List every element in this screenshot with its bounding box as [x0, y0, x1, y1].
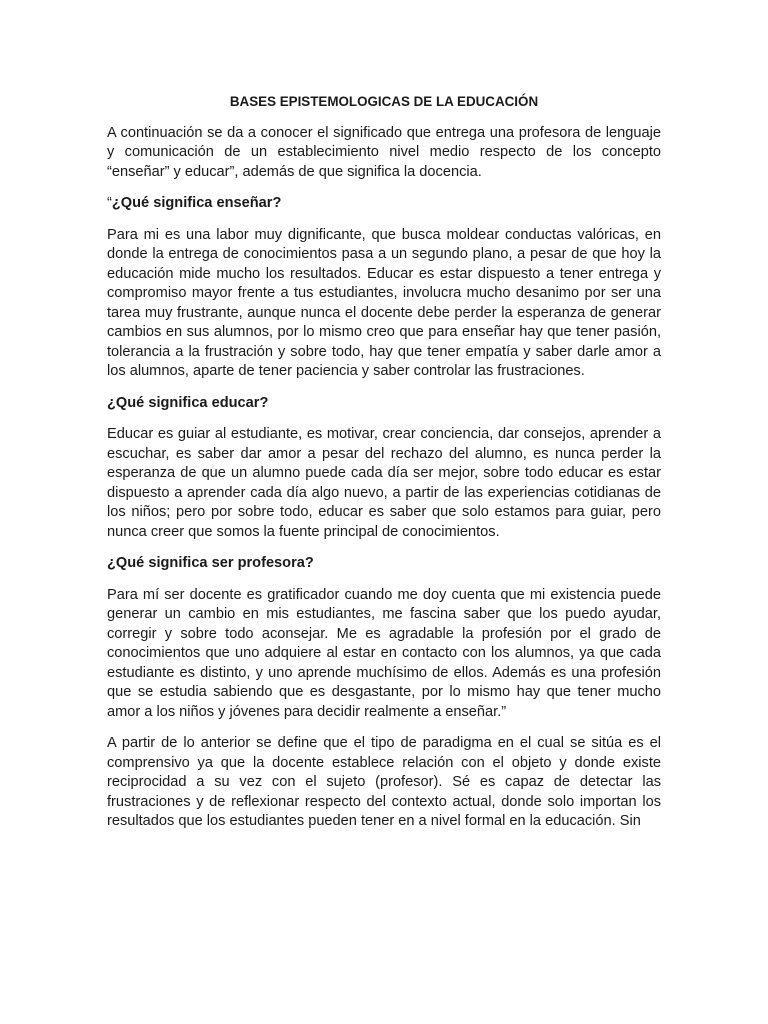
document-title: BASES EPISTEMOLOGICAS DE LA EDUCACIÓN: [229, 94, 539, 109]
opening-quote-mark: “: [107, 195, 112, 211]
conclusion-paragraph: A partir de lo anterior se define que el tipo de paradigma en el cual se sitúa es el comprensivo ya que la docente establece relación con el objeto y donde existe reciprocidad a su vez con el sujeto (profesor). Sé es capaz de detectar las frustraciones y de reflexionar respecto del contexto actual, donde solo importan los resultados que los estudiantes pueden tener en a nivel formal en la educación. Sin: [107, 735, 661, 829]
section-body-ensenar: Para mi es una labor muy dignificante, que busca moldear conductas valóricas, en donde la entrega de conocimientos pasa a un segundo plano, a pesar de que hoy la educación mide mucho los resultados. Educar es estar dispuesto a tener entrega y compromiso mayor frente a tus estudiantes, involucra mucho desanimo por ser una tarea muy frustrante, aunque nunca el docente debe perder la esperanza de generar cambios en sus alumnos, por lo mismo creo que para enseñar hay que tener pasión, tolerancia a la frustración y sobre todo, hay que tener empatía y saber darle amor a los alumnos, aparte de tener paciencia y saber controlar las frustraciones.: [107, 226, 661, 379]
section-body-profesora: Para mí ser docente es gratificador cuando me doy cuenta que mi existencia puede generar un cambio en mis estudiantes, me fascina saber que los puedo ayudar, corregir y sobre todo aconsejar. Me es agradable la profesión por el grado de conocimientos que uno adquiere al estar en contacto con los alumnos, ya que cada estudiante es distinto, y uno aprende muchísimo de ellos. Además es una profesión que se estudia sabiendo que es desgastante, por lo mismo hay que tener mucho amor a los niños y jóvenes para decidir realmente a enseñar.”: [107, 586, 661, 720]
section-heading-profesora: ¿Qué significa ser profesora?: [107, 555, 314, 571]
section-body-educar: Educar es guiar al estudiante, es motivar, crear conciencia, dar consejos, aprender a escuchar, es saber dar amor a pesar del rechazo del alumno, es nunca perder la esperanza de que un alumno puede cada día ser mejor, sobre todo educar es estar dispuesto a aprender cada día algo nuevo, a partir de las experiencias cotidianas de los niños; pero por sobre todo, educar es saber que solo estamos para guiar, pero nunca creer que somos la fuente principal de conocimientos.: [107, 426, 661, 540]
intro-paragraph: A continuación se da a conocer el significado que entrega una profesora de lenguaje y comunicación de un establecimiento nivel medio respecto de los concepto “enseñar” y educar”, además de que significa la docencia.: [107, 124, 661, 180]
section-heading-ensenar: [107, 194, 661, 214]
section-heading-ensenar-text: ¿Qué significa enseñar?: [111, 195, 282, 211]
section-heading-educar: ¿Qué significa educar?: [107, 394, 269, 411]
